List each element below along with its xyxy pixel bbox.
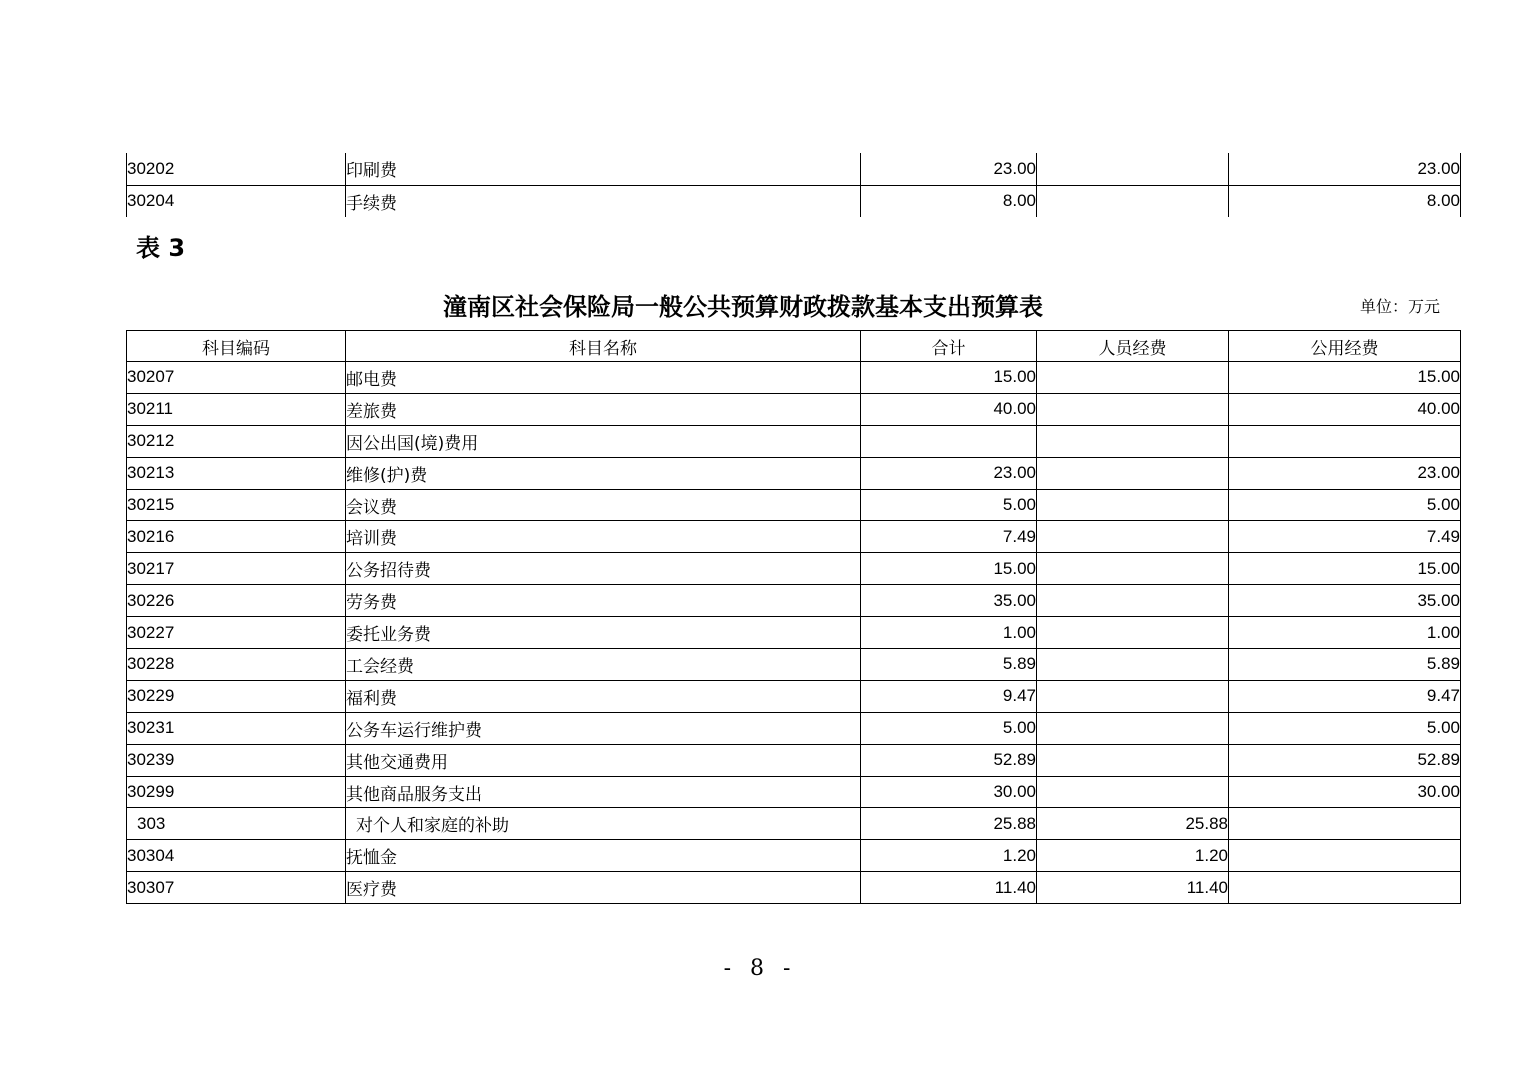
table-row (127, 425, 1461, 457)
name-cell: 其他交通费用 (346, 744, 861, 776)
public-cell: 9.47 (1229, 680, 1461, 712)
header-code: 科目编码 (127, 331, 346, 362)
personnel-cell: 1.20 (1037, 840, 1229, 872)
name-cell: 公务车运行维护费 (346, 712, 861, 744)
public-cell: 52.89 (1229, 744, 1461, 776)
code-cell: 30231 (127, 712, 346, 744)
name-cell: 会议费 (346, 489, 861, 521)
table-title: 潼南区社会保险局一般公共预算财政拨款基本支出预算表 (443, 292, 1043, 321)
personnel-cell (1037, 649, 1229, 681)
public-cell: 5.89 (1229, 649, 1461, 681)
code-cell: 30213 (127, 457, 346, 489)
header-personnel: 人员经费 (1037, 331, 1229, 362)
name-cell: 差旅费 (346, 393, 861, 425)
name-cell: 培训费 (346, 521, 861, 553)
personnel-cell (1037, 521, 1229, 553)
code-cell: 30217 (127, 553, 346, 585)
name-cell: 工会经费 (346, 649, 861, 681)
personnel-cell (1037, 712, 1229, 744)
personnel-cell (1037, 744, 1229, 776)
code-cell: 30212 (127, 425, 346, 457)
name-cell: 抚恤金 (346, 840, 861, 872)
personnel-cell (1037, 585, 1229, 617)
code-cell: 30226 (127, 585, 346, 617)
name-cell: 邮电费 (346, 362, 861, 394)
total-cell: 23.00 (861, 457, 1037, 489)
total-cell: 35.00 (861, 585, 1037, 617)
public-cell: 30.00 (1229, 776, 1461, 808)
table-row (127, 712, 1461, 744)
page-number: - 8 - (723, 956, 797, 981)
table-row (127, 393, 1461, 425)
name-cell: 手续费 (346, 185, 861, 217)
personnel-cell (1037, 457, 1229, 489)
code-cell: 30216 (127, 521, 346, 553)
budget-table (126, 330, 1461, 904)
table-row (127, 840, 1461, 872)
code-cell: 30307 (127, 872, 346, 904)
public-cell (1229, 872, 1461, 904)
name-cell: 委托业务费 (346, 617, 861, 649)
name-cell: 福利费 (346, 680, 861, 712)
code-cell: 30228 (127, 649, 346, 681)
public-cell: 23.00 (1229, 457, 1461, 489)
name-cell: 维修(护)费 (346, 457, 861, 489)
code-cell: 30211 (127, 393, 346, 425)
public-cell: 15.00 (1229, 362, 1461, 394)
personnel-cell (1037, 362, 1229, 394)
total-cell: 15.00 (861, 553, 1037, 585)
total-cell: 5.00 (861, 489, 1037, 521)
table-row (127, 457, 1461, 489)
header-row (127, 331, 1461, 362)
table-row (127, 153, 1461, 185)
public-cell: 23.00 (1229, 153, 1461, 185)
personnel-cell (1037, 617, 1229, 649)
table-row (127, 521, 1461, 553)
unit-label: 单位：万元 (1359, 297, 1440, 316)
name-cell: 对个人和家庭的补助 (346, 808, 861, 840)
public-cell: 35.00 (1229, 585, 1461, 617)
table-row (127, 489, 1461, 521)
total-cell: 52.89 (861, 744, 1037, 776)
total-cell: 11.40 (861, 872, 1037, 904)
public-cell (1229, 808, 1461, 840)
public-cell: 5.00 (1229, 712, 1461, 744)
personnel-cell: 11.40 (1037, 872, 1229, 904)
total-cell: 1.20 (861, 840, 1037, 872)
public-cell: 40.00 (1229, 393, 1461, 425)
total-cell: 5.00 (861, 712, 1037, 744)
personnel-cell (1037, 185, 1229, 217)
code-cell: 30204 (127, 185, 346, 217)
total-cell: 5.89 (861, 649, 1037, 681)
personnel-cell (1037, 776, 1229, 808)
public-cell (1229, 425, 1461, 457)
personnel-cell (1037, 680, 1229, 712)
personnel-cell (1037, 425, 1229, 457)
public-cell: 7.49 (1229, 521, 1461, 553)
table-row (127, 185, 1461, 217)
personnel-cell: 25.88 (1037, 808, 1229, 840)
name-cell: 印刷费 (346, 153, 861, 185)
code-cell: 30299 (127, 776, 346, 808)
table-row (127, 808, 1461, 840)
personnel-cell (1037, 553, 1229, 585)
header-public: 公用经费 (1229, 331, 1461, 362)
personnel-cell (1037, 153, 1229, 185)
code-cell: 30202 (127, 153, 346, 185)
total-cell: 23.00 (861, 153, 1037, 185)
code-cell: 303 (127, 808, 346, 840)
public-cell: 5.00 (1229, 489, 1461, 521)
total-cell (861, 425, 1037, 457)
public-cell: 8.00 (1229, 185, 1461, 217)
personnel-cell (1037, 489, 1229, 521)
code-cell: 30215 (127, 489, 346, 521)
total-cell: 30.00 (861, 776, 1037, 808)
name-cell: 其他商品服务支出 (346, 776, 861, 808)
continued-table (126, 153, 1461, 217)
header-total: 合计 (861, 331, 1037, 362)
total-cell: 9.47 (861, 680, 1037, 712)
table-label: 表 3 (136, 234, 186, 262)
public-cell: 15.00 (1229, 553, 1461, 585)
table-row (127, 776, 1461, 808)
table-row (127, 872, 1461, 904)
code-cell: 30239 (127, 744, 346, 776)
public-cell: 1.00 (1229, 617, 1461, 649)
public-cell (1229, 840, 1461, 872)
table-row (127, 362, 1461, 394)
table-row (127, 744, 1461, 776)
code-cell: 30227 (127, 617, 346, 649)
total-cell: 40.00 (861, 393, 1037, 425)
code-cell: 30207 (127, 362, 346, 394)
personnel-cell (1037, 393, 1229, 425)
code-cell: 30304 (127, 840, 346, 872)
name-cell: 医疗费 (346, 872, 861, 904)
total-cell: 7.49 (861, 521, 1037, 553)
total-cell: 15.00 (861, 362, 1037, 394)
name-cell: 因公出国(境)费用 (346, 425, 861, 457)
table-row (127, 585, 1461, 617)
header-name: 科目名称 (346, 331, 861, 362)
name-cell: 劳务费 (346, 585, 861, 617)
name-cell: 公务招待费 (346, 553, 861, 585)
table-row (127, 553, 1461, 585)
table-row (127, 649, 1461, 681)
table-row (127, 680, 1461, 712)
code-cell: 30229 (127, 680, 346, 712)
total-cell: 1.00 (861, 617, 1037, 649)
table-row (127, 617, 1461, 649)
total-cell: 25.88 (861, 808, 1037, 840)
total-cell: 8.00 (861, 185, 1037, 217)
